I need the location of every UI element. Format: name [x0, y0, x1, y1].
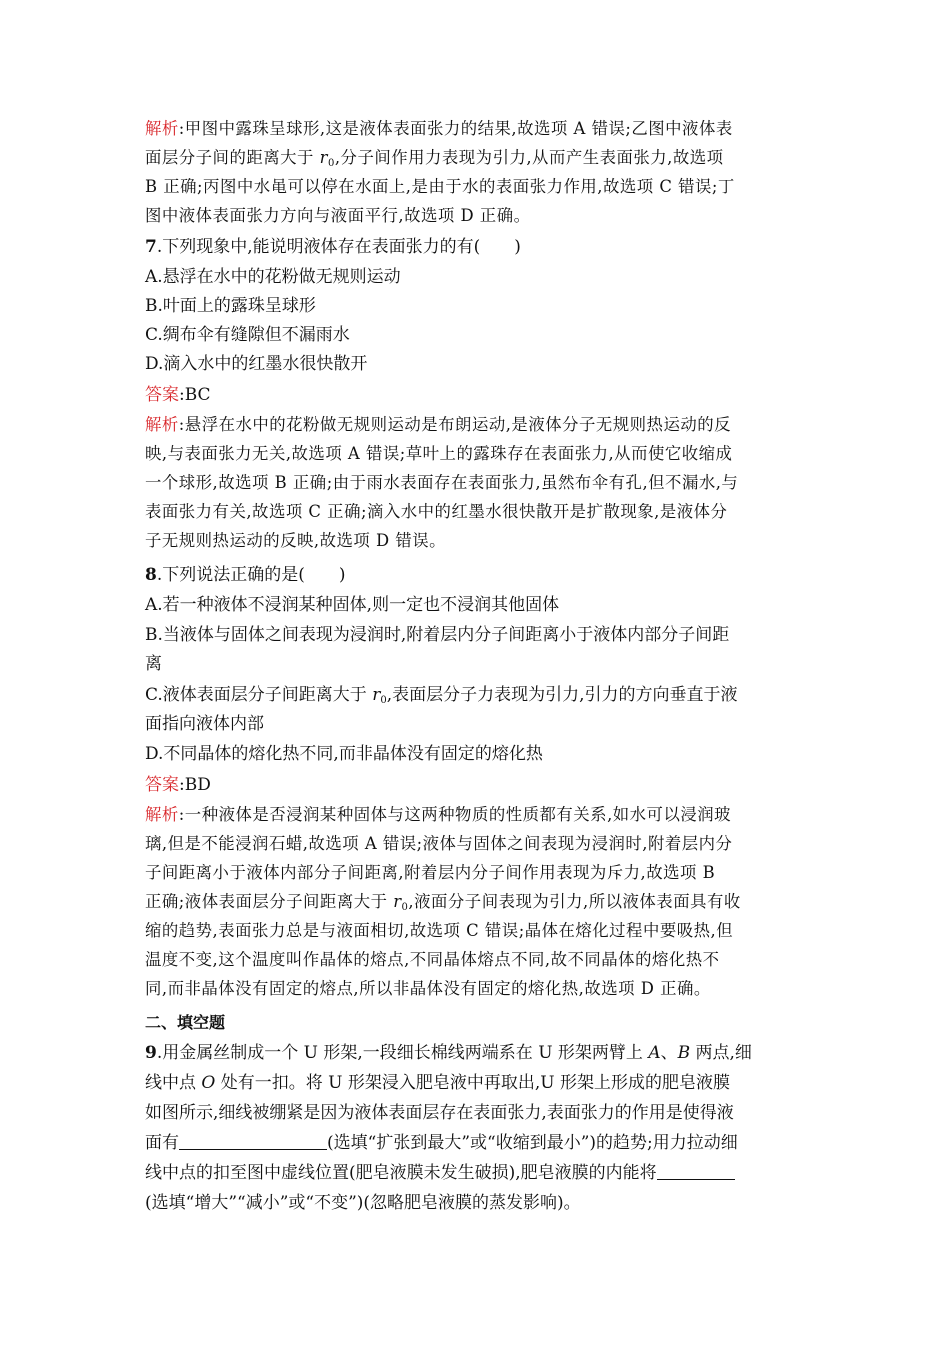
answer-blank-1[interactable]	[179, 1133, 327, 1150]
question-8-stem: 8.下列说法正确的是( )	[145, 565, 346, 585]
prev-explanation-line-4: 图中液体表面张力方向与液面平行,故选项 D 正确。	[145, 206, 531, 225]
question-8-explanation-line-3: 子间距离小于液体内部分子间距离,附着层内分子间作用表现为斥力,故选项 B	[145, 863, 716, 882]
question-8-answer: 答案:BD	[145, 775, 211, 795]
question-7-explanation-line-2: 映,与表面张力无关,故选项 A 错误;草叶上的露珠存在表面张力,从而使它收缩成	[145, 444, 733, 463]
prev-explanation-line-1: 解析:甲图中露珠呈球形,这是液体表面张力的结果,故选项 A 错误;乙图中液体表	[145, 119, 733, 138]
explanation-label: 解析	[145, 119, 179, 138]
question-7-option-c: C.绸布伞有缝隙但不漏雨水	[145, 325, 350, 345]
question-9-line-6: (选填“增大”“减小”或“不变”)(忽略肥皂液膜的蒸发影响)。	[145, 1193, 581, 1213]
question-7-explanation-line-4: 表面张力有关,故选项 C 正确;滴入水中的红墨水很快散开是扩散现象,是液体分	[145, 502, 728, 521]
question-8-option-c-line-1: C.液体表面层分子间距离大于 $r_0$,表面层分子力表现为引力,引力的方向垂直于液	[145, 685, 738, 706]
question-8-explanation-line-6: 温度不变,这个温度叫作晶体的熔点,不同晶体熔点不同,故不同晶体的熔化热不	[145, 950, 720, 969]
question-9-line-5: 线中点的扣至图中虚线位置(肥皂液膜未发生破损),肥皂液膜的内能将	[145, 1162, 735, 1184]
explanation-label: 解析	[145, 805, 179, 824]
question-7-explanation-line-3: 一个球形,故选项 B 正确;由于雨水表面存在表面张力,虽然布伞有孔,但不漏水,与	[145, 473, 739, 492]
question-8-explanation-line-2: 璃,但是不能浸润石蜡,故选项 A 错误;液体与固体之间表现为浸润时,附着层内分	[145, 834, 733, 853]
section-heading-fill-blank: 二、填空题	[145, 1013, 226, 1032]
question-7-explanation-line-1: 解析:悬浮在水中的花粉做无规则运动是布朗运动,是液体分子无规则热运动的反	[145, 415, 732, 434]
question-8-explanation-line-1: 解析:一种液体是否浸润某种固体与这两种物质的性质都有关系,如水可以浸润玻	[145, 805, 732, 824]
question-8-option-d: D.不同晶体的熔化热不同,而非晶体没有固定的熔化热	[145, 744, 543, 764]
answer-label: 答案	[145, 385, 179, 405]
question-8-explanation-line-7: 同,而非晶体没有固定的熔点,所以非晶体没有固定的熔化热,故选项 D 正确。	[145, 979, 711, 998]
question-8-explanation-line-5: 缩的趋势,表面张力总是与液面相切,故选项 C 错误;晶体在熔化过程中要吸热,但	[145, 921, 734, 940]
prev-explanation-line-3: B 正确;丙图中水黾可以停在水面上,是由于水的表面张力作用,故选项 C 错误;丁	[145, 177, 735, 196]
question-9-line-2: 线中点 O 处有一扣。将 U 形架浸入肥皂液中再取出,U 形架上形成的肥皂液膜	[145, 1073, 731, 1093]
question-7-option-b: B.叶面上的露珠呈球形	[145, 296, 316, 316]
question-8-option-b-line-2: 离	[145, 654, 162, 674]
question-7-answer: 答案:BC	[145, 385, 211, 405]
answer-blank-2[interactable]	[657, 1163, 735, 1180]
question-8-explanation-line-4: 正确;液体表面层分子间距离大于 $r_0$,液面分子间表现为引力,所以液体表面具有收	[145, 892, 741, 913]
question-7-stem: 7.下列现象中,能说明液体存在表面张力的有( )	[145, 237, 521, 257]
question-7-explanation-line-5: 子无规则热运动的反映,故选项 D 错误。	[145, 531, 447, 550]
question-9-line-4: 面有 (选填“扩张到最大”或“收缩到最小”)的趋势;用力拉动细	[145, 1133, 738, 1153]
prev-explanation-line-2: 面层分子间的距离大于 $r_0$,分子间作用力表现为引力,从而产生表面张力,故选项	[145, 148, 724, 169]
question-9-line-3: 如图所示,细线被绷紧是因为液体表面层存在表面张力,表面张力的作用是使得液	[145, 1103, 734, 1123]
question-8-option-a: A.若一种液体不浸润某种固体,则一定也不浸润其他固体	[145, 595, 560, 615]
question-7-option-a: A.悬浮在水中的花粉做无规则运动	[145, 267, 401, 287]
question-8-option-c-line-2: 面指向液体内部	[145, 714, 264, 734]
question-8-option-b-line-1: B.当液体与固体之间表现为浸润时,附着层内分子间距离小于液体内部分子间距	[145, 625, 730, 645]
question-9-line-1: 9.用金属丝制成一个 U 形架,一段细长棉线两端系在 U 形架两臂上 A、B 两点,细	[145, 1043, 752, 1063]
answer-label: 答案	[145, 775, 179, 795]
explanation-label: 解析	[145, 415, 179, 434]
question-7-option-d: D.滴入水中的红墨水很快散开	[145, 354, 368, 374]
